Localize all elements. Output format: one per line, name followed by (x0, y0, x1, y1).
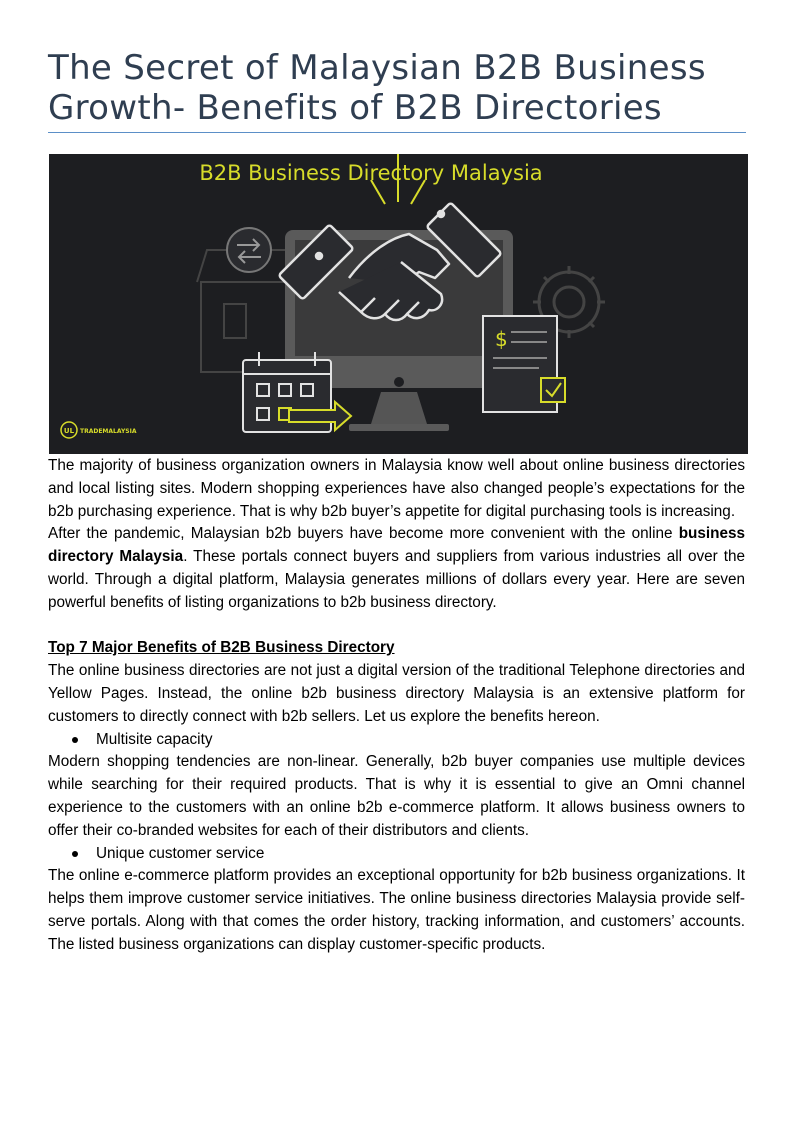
bullet-multisite-capacity (48, 729, 745, 752)
hero-image (49, 154, 748, 454)
logo-text: TRADEMALAYSIA (80, 428, 137, 435)
bullet-unique-customer-service (48, 843, 745, 866)
logo-ul: UL (63, 427, 75, 435)
section-intro: The online business directories are not just a digital version of the traditional Telephone directories and Yellow Pages. Instead, the online b2b business directory Malaysia is an extensive platform for customers to directly connect with b2b sellers. Let us explore the benefits hereon. (48, 662, 745, 725)
bullet-2-paragraph: The online e-commerce platform provides an exceptional opportunity for b2b business organizations. It helps them improve customer service initiatives. The online business directories Malaysia provide self-serve portals. Along with that comes the order history, tracking information, and customers’ accounts. The listed business organizations can display customer-specific products. (48, 867, 745, 953)
bullet-1-label: Multisite capacity (96, 730, 213, 748)
intro-p2-after: . These portals connect buyers and suppliers from various industries all over the world. Through a digital platform, Malaysia generates millions of dollars every year. Here are seven powerful benefits of listing organizations to b2b business directory. (48, 548, 745, 611)
invoice-icon (483, 316, 565, 412)
intro-p2-before: After the pandemic, Malaysian b2b buyers have become more convenient with the online (48, 525, 679, 543)
business-directory-link-text: business directory Malaysia (48, 525, 745, 566)
paragraph-gap (48, 615, 745, 638)
article-body (48, 455, 745, 957)
exchange-icon (227, 228, 271, 272)
page-title: The Secret of Malaysian B2B Business Growth- Benefits of B2B Directories (48, 48, 706, 128)
bullet-1-paragraph: Modern shopping tendencies are non-linear. Generally, b2b buyer companies use multiple devices while searching for their required products. That is why it is essential to give an Omni channel experience to the customers with an online b2b e-commerce platform. It allows business owners to offer their co-branded websites for each of their distributors and clients. (48, 753, 745, 839)
intro-paragraph-2 (48, 523, 745, 614)
hero-banner-title: B2B Business Directory Malaysia (199, 161, 543, 185)
bullet-dot-icon (72, 737, 78, 743)
title-underline (48, 132, 746, 133)
section-heading: Top 7 Major Benefits of B2B Business Directory (48, 639, 395, 657)
dollar-sign: $ (495, 327, 508, 351)
intro-paragraph-1: The majority of business organization owners in Malaysia know well about online business directories and local listing sites. Modern shopping experiences have also changed people’s expectations for the b2b purchasing experience. That is why b2b buyer’s appetite for digital purchasing tools is increasing. (48, 457, 745, 520)
bullet-dot-icon (72, 851, 78, 857)
bullet-2-label: Unique customer service (96, 844, 265, 862)
